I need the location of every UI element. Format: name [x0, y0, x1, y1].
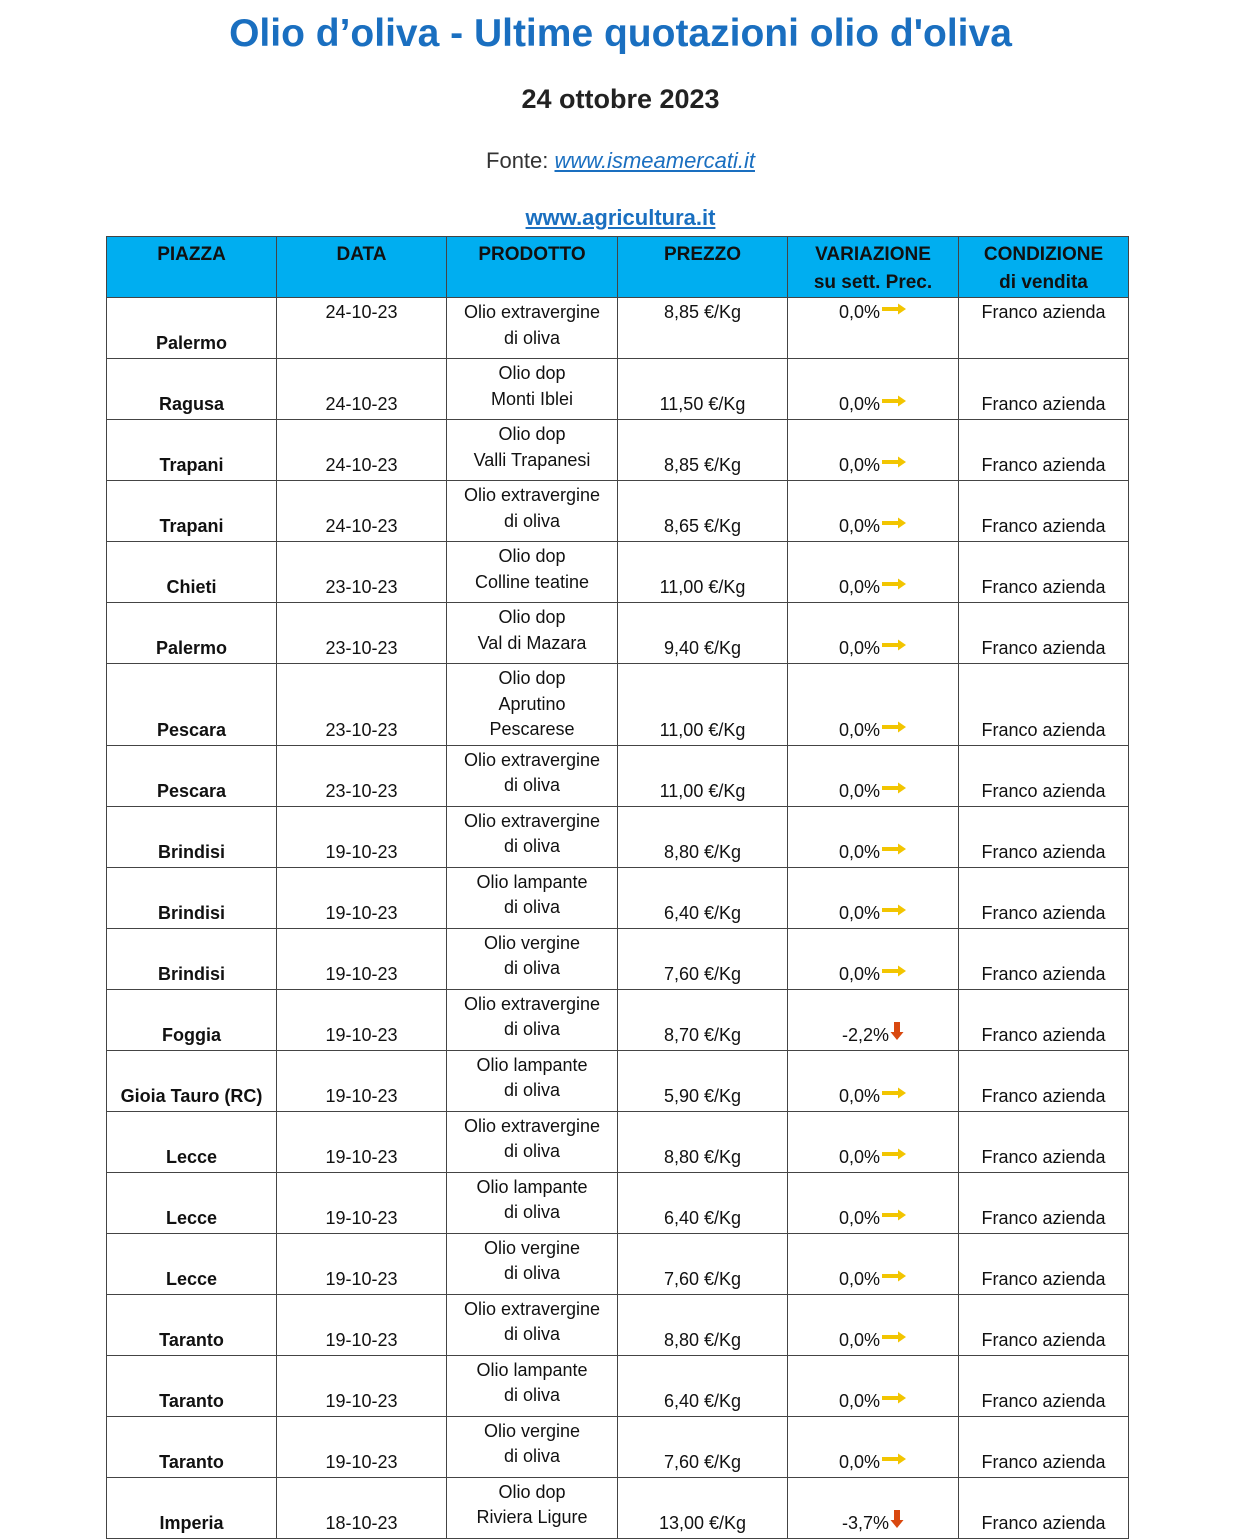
cell-prodotto	[447, 928, 618, 989]
cell-variazione	[788, 420, 959, 481]
cell-piazza: Gioia Tauro (RC)	[107, 1050, 277, 1111]
right-arrow-icon	[880, 516, 907, 536]
right-arrow-icon	[880, 638, 907, 658]
variazione-value: 0,0%	[838, 638, 881, 658]
cell-prodotto	[447, 542, 618, 603]
right-arrow-icon	[880, 720, 907, 740]
right-arrow-icon	[880, 964, 907, 984]
right-arrow-icon	[880, 903, 907, 923]
cell-piazza: Trapani	[107, 481, 277, 542]
cell-data: 23-10-23	[277, 542, 447, 603]
cell-condizione: Franco azienda	[959, 1294, 1129, 1355]
variazione-value: 0,0%	[838, 902, 881, 923]
cell-prodotto	[447, 1416, 618, 1477]
cell-piazza: Ragusa	[107, 359, 277, 420]
table-row	[107, 359, 1129, 420]
prodotto-line1: Olio lampante	[476, 871, 588, 892]
table-row	[107, 989, 1129, 1050]
prodotto-line1: Olio dop	[498, 1481, 566, 1502]
cell-prodotto	[447, 806, 618, 867]
prodotto-line2: Monti Iblei	[490, 388, 574, 409]
page-title: Olio d’oliva - Ultime quotazioni olio d'oliva	[229, 12, 1012, 55]
prodotto-line2: di oliva	[503, 1385, 561, 1405]
cell-piazza: Brindisi	[107, 867, 277, 928]
variazione-value: 0,0%	[838, 1146, 881, 1167]
source-label: Fonte:	[486, 148, 555, 173]
prodotto-line1: Olio extravergine	[463, 749, 601, 770]
cell-piazza: Lecce	[107, 1111, 277, 1172]
prodotto-line1: Olio lampante	[476, 1359, 588, 1380]
cell-piazza: Imperia	[107, 1477, 277, 1538]
cell-data: 19-10-23	[277, 1233, 447, 1294]
cell-data: 19-10-23	[277, 1172, 447, 1233]
prodotto-line2: di oliva	[503, 1263, 561, 1283]
prodotto-line1: Olio dop	[498, 424, 566, 444]
down-arrow-icon	[889, 1513, 904, 1533]
cell-prezzo: 6,40 €/Kg	[618, 867, 788, 928]
variazione-value: -3,7%	[841, 1512, 890, 1533]
cell-variazione	[788, 298, 959, 359]
report-date: 24 ottobre 2023	[521, 84, 720, 114]
cell-data: 19-10-23	[277, 1111, 447, 1172]
cell-prodotto	[447, 1111, 618, 1172]
prodotto-line2: Valli Trapanesi	[473, 449, 591, 470]
header-piazza: PIAZZA	[107, 237, 277, 298]
table-row	[107, 298, 1129, 359]
variazione-value: 0,0%	[838, 1329, 881, 1350]
cell-condizione: Franco azienda	[959, 1416, 1129, 1477]
prodotto-line1: Olio dop	[498, 668, 566, 688]
cell-variazione	[788, 1477, 959, 1538]
cell-piazza: Foggia	[107, 989, 277, 1050]
cell-data: 19-10-23	[277, 1416, 447, 1477]
cell-prodotto	[447, 1233, 618, 1294]
cell-prezzo: 11,50 €/Kg	[618, 359, 788, 420]
cell-prodotto	[447, 298, 618, 359]
cell-condizione: Franco azienda	[959, 1477, 1129, 1538]
cell-condizione: Franco azienda	[959, 989, 1129, 1050]
prodotto-line1: Olio extravergine	[463, 485, 601, 505]
right-arrow-icon	[880, 842, 907, 862]
table-row	[107, 1111, 1129, 1172]
prodotto-line1: Olio dop	[498, 607, 566, 627]
cell-piazza: Brindisi	[107, 928, 277, 989]
table-row	[107, 806, 1129, 867]
variazione-value: -2,2%	[841, 1024, 890, 1045]
cell-prodotto	[447, 664, 618, 746]
variazione-value: 0,0%	[838, 780, 881, 801]
cell-prodotto	[447, 420, 618, 481]
cell-data: 19-10-23	[277, 806, 447, 867]
cell-variazione	[788, 542, 959, 603]
cell-variazione	[788, 989, 959, 1050]
cell-data: 18-10-23	[277, 1477, 447, 1538]
cell-condizione: Franco azienda	[959, 1050, 1129, 1111]
cell-variazione	[788, 1416, 959, 1477]
source-link[interactable]: www.ismeamercati.it	[554, 148, 755, 173]
cell-prezzo: 7,60 €/Kg	[618, 928, 788, 989]
cell-piazza: Palermo	[107, 298, 277, 359]
cell-prodotto	[447, 481, 618, 542]
prodotto-line2: Riviera Ligure	[476, 1507, 588, 1527]
variazione-value: 0,0%	[838, 719, 881, 740]
header-variazione	[788, 237, 959, 298]
cell-data: 24-10-23	[277, 420, 447, 481]
prodotto-line2: di oliva	[503, 897, 561, 917]
cell-prodotto	[447, 359, 618, 420]
cell-data: 23-10-23	[277, 664, 447, 746]
cell-condizione: Franco azienda	[959, 664, 1129, 746]
table-header-row	[107, 237, 1129, 298]
cell-condizione: Franco azienda	[959, 420, 1129, 481]
cell-variazione	[788, 1050, 959, 1111]
right-arrow-icon	[880, 1330, 907, 1350]
cell-piazza: Trapani	[107, 420, 277, 481]
variazione-value: 0,0%	[838, 455, 881, 475]
right-arrow-icon	[880, 1086, 907, 1106]
cell-prodotto	[447, 1050, 618, 1111]
prodotto-line1: Olio dop	[498, 363, 566, 383]
cell-variazione	[788, 359, 959, 420]
variazione-value: 0,0%	[838, 841, 881, 862]
header-variazione-line2: su sett. Prec.	[813, 272, 933, 293]
table-row	[107, 867, 1129, 928]
cell-variazione	[788, 745, 959, 806]
cell-prodotto	[447, 1477, 618, 1538]
header-variazione-line1: VARIAZIONE	[815, 244, 931, 265]
variazione-value: 0,0%	[838, 1451, 881, 1472]
prodotto-line2: Aprutino	[498, 693, 566, 714]
prodotto-line1: Olio vergine	[483, 1237, 581, 1258]
cell-prodotto	[447, 867, 618, 928]
prodotto-line1: Olio extravergine	[463, 302, 601, 322]
table-row	[107, 1233, 1129, 1294]
cell-condizione: Franco azienda	[959, 1355, 1129, 1416]
cell-variazione	[788, 1233, 959, 1294]
cell-variazione	[788, 867, 959, 928]
cell-prezzo: 8,85 €/Kg	[618, 298, 788, 359]
cell-data: 19-10-23	[277, 989, 447, 1050]
table-row	[107, 1172, 1129, 1233]
right-arrow-icon	[880, 781, 907, 801]
cell-prezzo: 13,00 €/Kg	[618, 1477, 788, 1538]
cell-piazza: Chieti	[107, 542, 277, 603]
variazione-value: 0,0%	[838, 394, 881, 414]
cell-variazione	[788, 806, 959, 867]
header-condizione	[959, 237, 1129, 298]
variazione-value: 0,0%	[838, 963, 881, 984]
prodotto-line1: Olio lampante	[476, 1176, 588, 1197]
right-arrow-icon	[880, 1269, 907, 1289]
right-arrow-icon	[880, 1391, 907, 1411]
cell-prezzo: 8,65 €/Kg	[618, 481, 788, 542]
table-row	[107, 664, 1129, 746]
table-row	[107, 1355, 1129, 1416]
cell-prezzo: 8,85 €/Kg	[618, 420, 788, 481]
table-row	[107, 1294, 1129, 1355]
cell-variazione	[788, 928, 959, 989]
right-arrow-icon	[880, 302, 907, 322]
header-condizione-line2: di vendita	[999, 272, 1088, 293]
cell-prezzo: 11,00 €/Kg	[618, 542, 788, 603]
cell-prodotto	[447, 1172, 618, 1233]
cell-data: 24-10-23	[277, 298, 447, 359]
cell-piazza: Lecce	[107, 1172, 277, 1233]
cell-piazza: Taranto	[107, 1416, 277, 1477]
cell-data: 19-10-23	[277, 1050, 447, 1111]
header-prodotto: PRODOTTO	[447, 237, 618, 298]
cell-prezzo: 9,40 €/Kg	[618, 603, 788, 664]
header-data: DATA	[277, 237, 447, 298]
cell-piazza: Lecce	[107, 1233, 277, 1294]
cell-prezzo: 7,60 €/Kg	[618, 1233, 788, 1294]
cell-variazione	[788, 664, 959, 746]
cell-variazione	[788, 1294, 959, 1355]
cell-prodotto	[447, 1355, 618, 1416]
table-row	[107, 928, 1129, 989]
prodotto-line1: Olio extravergine	[463, 1298, 601, 1319]
cell-variazione	[788, 603, 959, 664]
header-condizione-line1: CONDIZIONE	[983, 244, 1104, 265]
table-row	[107, 420, 1129, 481]
cell-piazza: Palermo	[107, 603, 277, 664]
cell-prodotto	[447, 989, 618, 1050]
cell-prezzo: 11,00 €/Kg	[618, 745, 788, 806]
prodotto-line2: di oliva	[503, 836, 561, 856]
prodotto-line2: di oliva	[503, 327, 561, 348]
prodotto-line2: Val di Mazara	[477, 632, 587, 653]
right-arrow-icon	[880, 1208, 907, 1228]
prodotto-line2: Colline teatine	[474, 571, 590, 592]
cell-prezzo: 6,40 €/Kg	[618, 1172, 788, 1233]
variazione-value: 0,0%	[838, 302, 881, 322]
cell-condizione: Franco azienda	[959, 359, 1129, 420]
prodotto-line2: di oliva	[503, 1324, 561, 1344]
cell-piazza: Brindisi	[107, 806, 277, 867]
table-row	[107, 1050, 1129, 1111]
right-arrow-icon	[880, 455, 907, 475]
cell-variazione	[788, 481, 959, 542]
table-row	[107, 603, 1129, 664]
table-row	[107, 745, 1129, 806]
prodotto-line1: Olio vergine	[483, 932, 581, 953]
cell-piazza: Pescara	[107, 664, 277, 746]
cell-prezzo: 8,80 €/Kg	[618, 1294, 788, 1355]
prodotto-line1: Olio extravergine	[463, 1115, 601, 1136]
prodotto-line1: Olio lampante	[476, 1054, 588, 1075]
cell-data: 23-10-23	[277, 603, 447, 664]
cell-prezzo: 8,80 €/Kg	[618, 1111, 788, 1172]
prodotto-line2: di oliva	[503, 510, 561, 531]
prodotto-line1: Olio extravergine	[463, 810, 601, 831]
variazione-value: 0,0%	[838, 577, 881, 597]
cell-prezzo: 5,90 €/Kg	[618, 1050, 788, 1111]
cell-data: 19-10-23	[277, 1355, 447, 1416]
cell-piazza: Taranto	[107, 1355, 277, 1416]
cell-condizione: Franco azienda	[959, 806, 1129, 867]
prodotto-line1: Olio dop	[498, 546, 566, 566]
cell-data: 24-10-23	[277, 481, 447, 542]
variazione-value: 0,0%	[838, 1207, 881, 1228]
cell-prodotto	[447, 745, 618, 806]
cell-condizione: Franco azienda	[959, 1111, 1129, 1172]
cell-prezzo: 11,00 €/Kg	[618, 664, 788, 746]
table-row	[107, 542, 1129, 603]
cell-piazza: Taranto	[107, 1294, 277, 1355]
table-row	[107, 481, 1129, 542]
cell-condizione: Franco azienda	[959, 481, 1129, 542]
cell-data: 19-10-23	[277, 928, 447, 989]
cell-prodotto	[447, 603, 618, 664]
cell-condizione: Franco azienda	[959, 928, 1129, 989]
cell-prezzo: 8,70 €/Kg	[618, 989, 788, 1050]
cell-data: 19-10-23	[277, 1294, 447, 1355]
cell-variazione	[788, 1111, 959, 1172]
cell-piazza: Pescara	[107, 745, 277, 806]
prodotto-line2: di oliva	[503, 1080, 561, 1100]
cell-condizione: Franco azienda	[959, 867, 1129, 928]
variazione-value: 0,0%	[838, 1390, 881, 1411]
prodotto-line1: Olio vergine	[483, 1420, 581, 1441]
source-line	[0, 148, 1241, 174]
right-arrow-icon	[880, 1147, 907, 1167]
down-arrow-icon	[889, 1025, 904, 1045]
cell-condizione: Franco azienda	[959, 745, 1129, 806]
prodotto-line2: di oliva	[503, 1446, 561, 1466]
table-row	[107, 1416, 1129, 1477]
cell-condizione: Franco azienda	[959, 603, 1129, 664]
cell-condizione: Franco azienda	[959, 542, 1129, 603]
cell-data: 24-10-23	[277, 359, 447, 420]
table-row	[107, 1477, 1129, 1538]
prodotto-line2: di oliva	[503, 1141, 561, 1161]
variazione-value: 0,0%	[838, 1268, 881, 1289]
variazione-value: 0,0%	[838, 1085, 881, 1106]
right-arrow-icon	[880, 1452, 907, 1472]
prodotto-line2: di oliva	[503, 958, 561, 978]
cell-prezzo: 8,80 €/Kg	[618, 806, 788, 867]
right-arrow-icon	[880, 577, 907, 597]
cell-condizione: Franco azienda	[959, 1172, 1129, 1233]
cell-prezzo: 6,40 €/Kg	[618, 1355, 788, 1416]
prices-table	[106, 236, 1129, 1539]
cell-variazione	[788, 1355, 959, 1416]
cell-prodotto	[447, 1294, 618, 1355]
variazione-value: 0,0%	[838, 516, 881, 536]
cell-prezzo: 7,60 €/Kg	[618, 1416, 788, 1477]
prodotto-line1: Olio extravergine	[463, 993, 601, 1014]
prodotto-line2: di oliva	[503, 775, 561, 795]
header-prezzo: PREZZO	[618, 237, 788, 298]
cell-condizione: Franco azienda	[959, 298, 1129, 359]
prodotto-line2: di oliva	[503, 1202, 561, 1222]
cell-data: 23-10-23	[277, 745, 447, 806]
site-link[interactable]: www.agricultura.it	[525, 205, 716, 230]
cell-condizione: Franco azienda	[959, 1233, 1129, 1294]
cell-variazione	[788, 1172, 959, 1233]
prodotto-line2: di oliva	[503, 1019, 561, 1039]
cell-data: 19-10-23	[277, 867, 447, 928]
prodotto-line3: Pescarese	[489, 719, 575, 739]
right-arrow-icon	[880, 394, 907, 414]
